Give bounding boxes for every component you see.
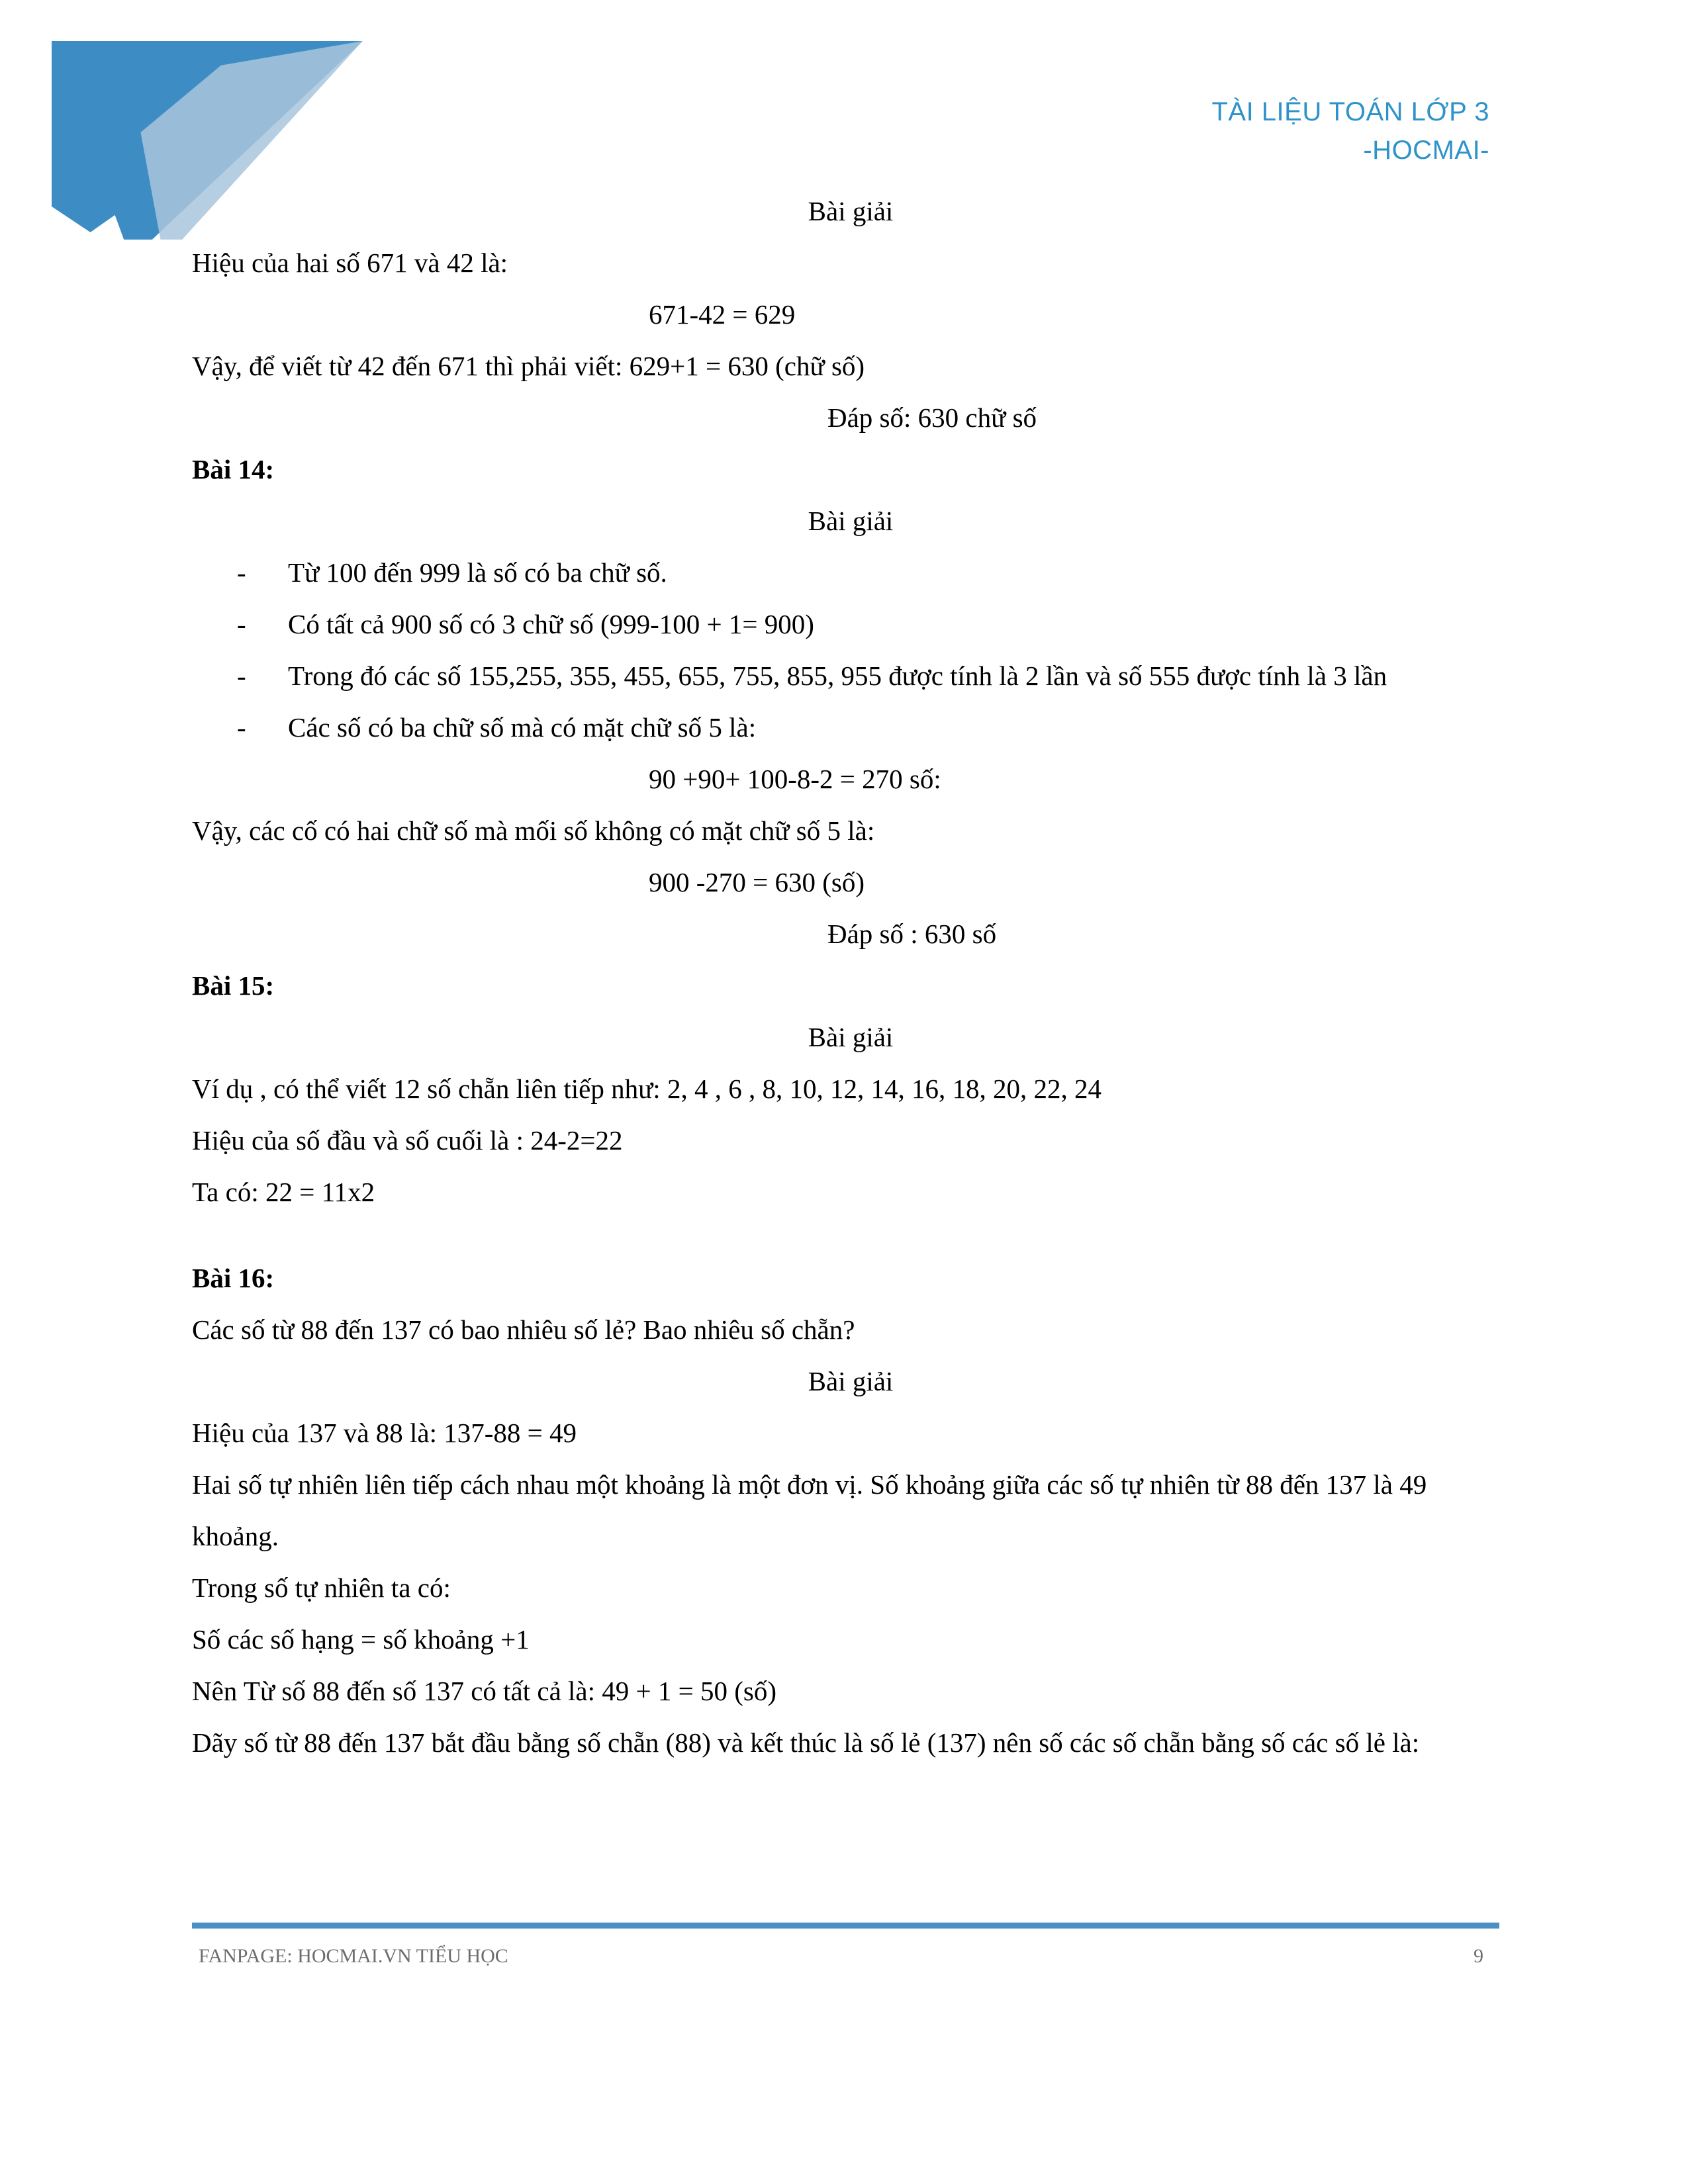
b14-list [192,547,1509,753]
list-item-label: Trong đó các số 155,255, 355, 455, 655, 755, 855, 955 được tính là 2 lần và số 555 được tính là 3 lần [288,660,1387,691]
heading-bai-16: Bài 16: [192,1263,275,1293]
list-item [192,702,1509,753]
b16-solution-label: Bài giải [808,1366,894,1396]
b15-line-2: Hiệu của số đầu và số cuối là : 24-2=22 [192,1125,623,1156]
dash-marker: - [237,609,246,639]
b14-line-4: Đáp số : 630 số [827,919,997,949]
section-spacer [192,1218,1509,1252]
document-title-line1: TÀI LIỆU TOÁN LỚP 3 [1211,97,1489,126]
page-number: 9 [1474,1945,1483,1967]
list-item-label: Có tất cả 900 số có 3 chữ số (999-100 + 1= 900) [288,609,814,639]
document-title-line2: -HOCMAI- [1363,136,1489,165]
b15-solution-label: Bài giải [808,1022,894,1052]
b15-line-3: Ta có: 22 = 11x2 [192,1177,375,1207]
list-item [192,650,1509,702]
b16-line-4: Số các số hạng = số khoảng +1 [192,1624,530,1655]
b16-line-5: Nên Từ số 88 đến số 137 có tất cả là: 49 + 1 = 50 (số) [192,1676,777,1706]
b13-line-2: 671-42 = 629 [649,299,796,330]
list-item-label: Các số có ba chữ số mà có mặt chữ số 5 là: [288,712,757,743]
heading-bai-15: Bài 15: [192,970,275,1001]
list-item-label: Từ 100 đến 999 là số có ba chữ số. [288,557,667,588]
footer-fanpage: FANPAGE: HOCMAI.VN TIỂU HỌC [199,1945,508,1967]
heading-bai-14: Bài 14: [192,454,275,484]
b14-line-2: Vậy, các cố có hai chữ số mà mối số không có mặt chữ số 5 là: [192,815,875,846]
b16-line-2: Hai số tự nhiên liên tiếp cách nhau một khoảng là một đơn vị. Số khoảng giữa các số tự nhiên từ 88 đến 137 là 49 khoảng. [192,1469,1434,1551]
list-item [192,547,1509,598]
b14-solution-label: Bài giải [808,506,894,536]
list-item [192,598,1509,650]
page-footer [192,1936,1499,1982]
b13-line-1: Hiệu của hai số 671 và 42 là: [192,248,508,278]
footer-divider [192,1923,1499,1929]
b16-line-6: Dãy số từ 88 đến 137 bắt đầu bằng số chẵn (88) và kết thúc là số lẻ (137) nên số các số chẵn bằng số các số lẻ là: [192,1727,1420,1758]
b13-line-3: Vậy, để viết từ 42 đến 671 thì phải viết: 629+1 = 630 (chữ số) [192,351,865,381]
dash-marker: - [237,660,246,691]
b14-line-1: 90 +90+ 100-8-2 = 270 số: [649,764,941,794]
b16-line-1: Hiệu của 137 và 88 là: 137-88 = 49 [192,1418,577,1448]
b13-line-4: Đáp số: 630 chữ số [827,402,1037,433]
dash-marker: - [237,712,246,743]
b13-solution-label: Bài giải [808,196,894,226]
document-title [1211,93,1489,169]
document-body [192,185,1509,1768]
b15-line-1: Ví dụ , có thể viết 12 số chẵn liên tiếp như: 2, 4 , 6 , 8, 10, 12, 14, 16, 18, 20, 22, 24 [192,1073,1102,1104]
b14-line-3: 900 -270 = 630 (số) [649,867,865,897]
b16-line-3: Trong số tự nhiên ta có: [192,1572,451,1603]
b16-question: Các số từ 88 đến 137 có bao nhiêu số lẻ? Bao nhiêu số chẵn? [192,1314,855,1345]
dash-marker: - [237,557,246,588]
